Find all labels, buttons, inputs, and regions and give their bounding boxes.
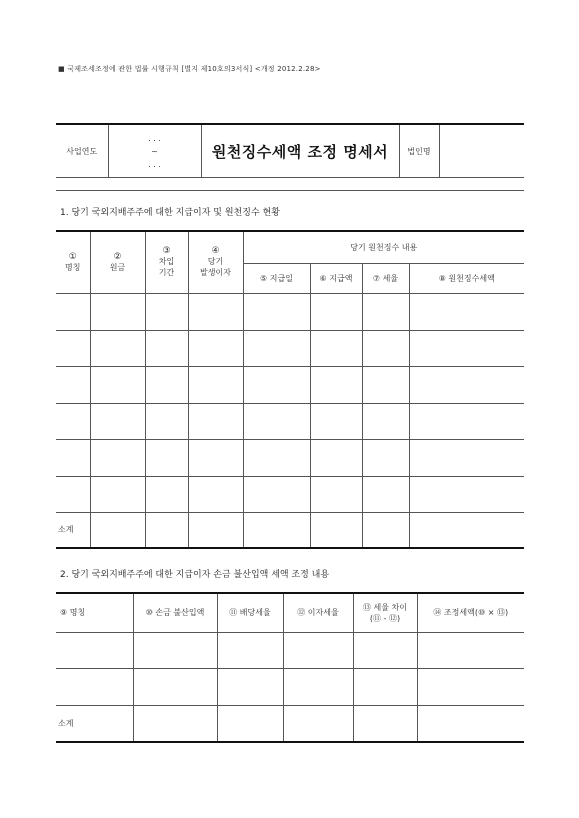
col-adjusted-tax-header: ⑭ 조정세액(⑩ × ⑬) <box>417 593 524 632</box>
cell[interactable] <box>362 330 409 366</box>
col-principal-header: ② 원금 <box>90 231 145 293</box>
cell[interactable] <box>90 476 145 512</box>
cell[interactable] <box>353 668 417 705</box>
cell[interactable] <box>133 632 217 668</box>
subtotal-row <box>56 512 524 548</box>
tax-adjustment-table <box>56 592 524 743</box>
cell[interactable] <box>188 476 243 512</box>
cell[interactable] <box>56 476 90 512</box>
cell[interactable] <box>409 476 524 512</box>
cell[interactable] <box>353 632 417 668</box>
cell[interactable] <box>145 512 188 548</box>
col-accrued-interest-header: ④ 당기 발생이자 <box>188 231 243 293</box>
cell[interactable] <box>310 476 362 512</box>
cell[interactable] <box>409 366 524 403</box>
cell[interactable] <box>56 668 133 705</box>
divider <box>56 190 524 191</box>
cell[interactable] <box>362 439 409 476</box>
cell[interactable] <box>409 330 524 366</box>
cell[interactable] <box>243 476 310 512</box>
col-tax-rate-header: ⑦ 세율 <box>362 263 409 293</box>
cell[interactable] <box>145 476 188 512</box>
cell[interactable] <box>90 330 145 366</box>
cell[interactable] <box>90 403 145 439</box>
cell[interactable] <box>283 632 353 668</box>
cell[interactable] <box>409 293 524 330</box>
cell[interactable] <box>409 403 524 439</box>
cell[interactable] <box>56 366 90 403</box>
cell[interactable] <box>362 476 409 512</box>
col-interest-rate-header: ⑫ 이자세율 <box>283 593 353 632</box>
cell[interactable] <box>310 366 362 403</box>
cell[interactable] <box>56 403 90 439</box>
cell[interactable] <box>56 632 133 668</box>
cell[interactable] <box>310 293 362 330</box>
subtotal-label: 소계 <box>56 512 90 548</box>
table-row <box>56 403 524 439</box>
cell[interactable] <box>217 705 283 742</box>
col-pay-amount-header: ⑥ 지급액 <box>310 263 362 293</box>
cell[interactable] <box>362 403 409 439</box>
cell[interactable] <box>362 366 409 403</box>
col-name-header: ① 명칭 <box>56 231 90 293</box>
cell[interactable] <box>243 366 310 403</box>
table-row <box>56 293 524 330</box>
col-nondeductible-header: ⑩ 손금 불산입액 <box>133 593 217 632</box>
fiscal-year-label: 사업연도 <box>56 124 108 178</box>
cell[interactable] <box>283 668 353 705</box>
col-rate-diff-header: ⑬ 세율 차이 (⑪ - ⑫) <box>353 593 417 632</box>
cell[interactable] <box>188 330 243 366</box>
cell[interactable] <box>310 403 362 439</box>
form-header <box>56 123 524 178</box>
table-row <box>56 632 524 668</box>
cell[interactable] <box>409 512 524 548</box>
cell[interactable] <box>310 512 362 548</box>
corp-name-label: 법인명 <box>399 124 439 178</box>
cell[interactable] <box>90 293 145 330</box>
cell[interactable] <box>243 293 310 330</box>
cell[interactable] <box>243 330 310 366</box>
cell[interactable] <box>362 512 409 548</box>
section1-title: 1. 당기 국외지배주주에 대한 지급이자 및 원천징수 현황 <box>60 208 280 218</box>
col-pay-date-header: ⑤ 지급일 <box>243 263 310 293</box>
cell[interactable] <box>133 668 217 705</box>
cell[interactable] <box>145 366 188 403</box>
cell[interactable] <box>243 512 310 548</box>
cell[interactable] <box>362 293 409 330</box>
table-row <box>56 668 524 705</box>
cell[interactable] <box>417 668 524 705</box>
cell[interactable] <box>56 330 90 366</box>
cell[interactable] <box>310 439 362 476</box>
cell[interactable] <box>243 403 310 439</box>
section2-title: 2. 당기 국외지배주주에 대한 지급이자 손금 불산입액 세액 조정 내용 <box>60 570 330 580</box>
cell[interactable] <box>417 705 524 742</box>
cell[interactable] <box>243 439 310 476</box>
table-row <box>56 330 524 366</box>
cell[interactable] <box>417 632 524 668</box>
period-tilde: ~ <box>151 146 158 156</box>
form-title: 원천징수세액 조정 명세서 <box>201 124 399 178</box>
col-withholding-tax-header: ⑧ 원천징수세액 <box>409 263 524 293</box>
col-name-header: ⑨ 명칭 <box>56 593 133 632</box>
cell[interactable] <box>188 439 243 476</box>
period-start: . . . <box>148 133 161 143</box>
cell[interactable] <box>133 705 217 742</box>
cell[interactable] <box>409 439 524 476</box>
cell[interactable] <box>310 330 362 366</box>
cell[interactable] <box>145 403 188 439</box>
subtotal-label: 소계 <box>56 705 133 742</box>
cell[interactable] <box>188 512 243 548</box>
table-row <box>56 476 524 512</box>
fiscal-period-field[interactable] <box>108 124 201 178</box>
cell[interactable] <box>145 293 188 330</box>
col-borrow-period-header: ③ 차입 기간 <box>145 231 188 293</box>
col-dividend-rate-header: ⑪ 배당세율 <box>217 593 283 632</box>
cell[interactable] <box>188 403 243 439</box>
cell[interactable] <box>145 439 188 476</box>
cell[interactable] <box>90 366 145 403</box>
cell[interactable] <box>56 439 90 476</box>
cell[interactable] <box>90 439 145 476</box>
cell[interactable] <box>56 293 90 330</box>
subtotal-row <box>56 705 524 742</box>
cell[interactable] <box>90 512 145 548</box>
cell[interactable] <box>217 632 283 668</box>
cell[interactable] <box>217 668 283 705</box>
cell[interactable] <box>145 330 188 366</box>
table-row <box>56 439 524 476</box>
cell[interactable] <box>283 705 353 742</box>
cell[interactable] <box>353 705 417 742</box>
cell[interactable] <box>188 293 243 330</box>
interest-withholding-table <box>56 230 524 549</box>
period-end: . . . <box>148 159 161 169</box>
corp-name-field[interactable] <box>439 124 524 178</box>
form-reference: ■ 국제조세조정에 관한 법률 시행규칙 [별지 제10호의3서식] <개정 2012.2.28> <box>58 65 321 73</box>
table-row <box>56 366 524 403</box>
withholding-group-header: 당기 원천징수 내용 <box>243 231 524 263</box>
cell[interactable] <box>188 366 243 403</box>
